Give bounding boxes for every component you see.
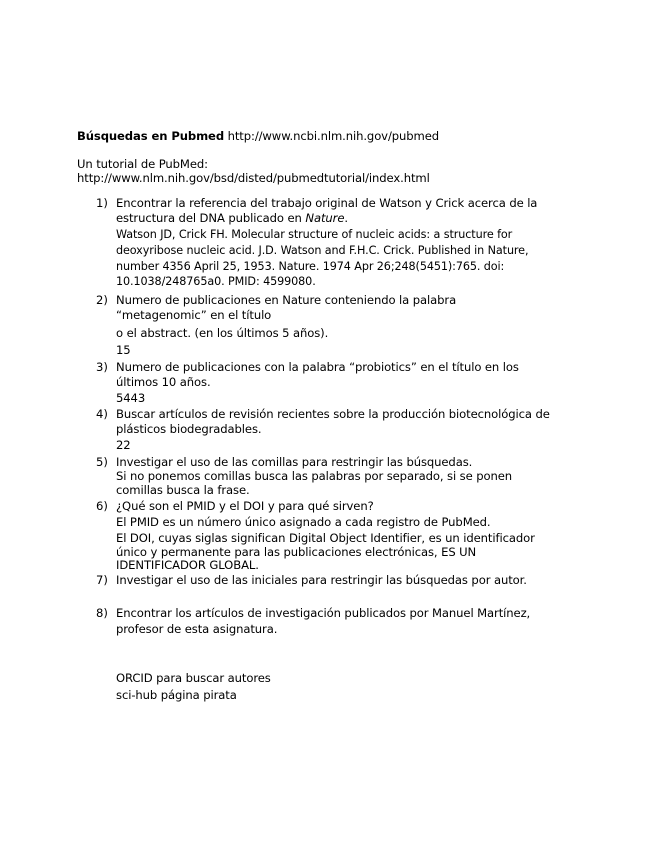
document-header	[77, 129, 439, 144]
item-6-answer-line: IDENTIFICADOR GLOBAL.	[116, 558, 259, 572]
item-1-answer-line: deoxyribose nucleic acid. J.D. Watson and F.H.C. Crick. Published in Nature,	[116, 244, 529, 257]
item-4-answer: 22	[116, 438, 131, 452]
item-1-punct: .	[344, 211, 348, 225]
item-2-answer: 15	[116, 343, 131, 357]
item-number: 4)	[96, 407, 108, 421]
item-number: 8)	[96, 606, 108, 620]
note-orcid: ORCID para buscar autores	[116, 671, 271, 685]
item-4-line: plásticos biodegradables.	[116, 422, 262, 436]
page-title: Búsquedas en Pubmed	[77, 129, 225, 143]
tutorial-label: Un tutorial de PubMed:	[77, 157, 208, 171]
item-3-line: Numero de publicaciones con la palabra “probiotics” en el título en los	[116, 360, 519, 374]
item-3-line: últimos 10 años.	[116, 375, 211, 389]
item-5-line: Investigar el uso de las comillas para restringir las búsquedas.	[116, 455, 473, 469]
item-7-line: Investigar el uso de las iniciales para restringir las búsquedas por autor.	[116, 573, 527, 587]
item-number: 7)	[96, 573, 108, 587]
item-number: 3)	[96, 360, 108, 374]
item-number: 1)	[96, 196, 108, 210]
item-4-line: Buscar artículos de revisión recientes sobre la producción biotecnológica de	[116, 407, 550, 421]
item-6-answer-line: El PMID es un número único asignado a cada registro de PubMed.	[116, 515, 491, 529]
item-3-answer: 5443	[116, 391, 146, 405]
item-number: 6)	[96, 499, 108, 513]
item-5-answer-line: comillas busca la frase.	[116, 483, 250, 497]
item-2-line: o el abstract. (en los últimos 5 años).	[116, 326, 329, 340]
item-1-answer-line: Watson JD, Crick FH. Molecular structure of nucleic acids: a structure for	[116, 228, 513, 241]
item-1-line	[116, 211, 348, 226]
item-1-answer-line: number 4356 April 25, 1953. Nature. 1974 Apr 26;248(5451):765. doi:	[116, 260, 505, 273]
item-1-answer-line: 10.1038/248765a0. PMID: 4599080.	[116, 275, 316, 288]
nature-italic: Nature	[305, 211, 345, 225]
item-6-answer-line: único y permanente para las publicaciones electrónicas, ES UN	[116, 545, 477, 559]
item-1-text: estructura del DNA publicado en	[116, 211, 306, 225]
item-number: 2)	[96, 293, 108, 307]
item-2-line: “metagenomic” en el título	[116, 308, 272, 322]
item-1-line: Encontrar la referencia del trabajo original de Watson y Crick acerca de la	[116, 196, 538, 210]
pubmed-url-link[interactable]: http://www.ncbi.nlm.nih.gov/pubmed	[227, 129, 440, 143]
item-2-line: Numero de publicaciones en Nature conteniendo la palabra	[116, 293, 457, 307]
item-8-line: Encontrar los artículos de investigación publicados por Manuel Martínez,	[116, 606, 531, 620]
item-6-line: ¿Qué son el PMID y el DOI y para qué sirven?	[116, 499, 374, 513]
item-number: 5)	[96, 455, 108, 469]
item-6-answer-line: El DOI, cuyas siglas significan Digital Object Identifier, es un identificador	[116, 531, 535, 545]
item-8-line: profesor de esta asignatura.	[116, 622, 278, 636]
note-scihub: sci-hub página pirata	[116, 688, 237, 702]
item-5-answer-line: Si no ponemos comillas busca las palabras por separado, si se ponen	[116, 469, 513, 483]
tutorial-url-link[interactable]: http://www.nlm.nih.gov/bsd/disted/pubmedtutorial/index.html	[77, 171, 430, 185]
